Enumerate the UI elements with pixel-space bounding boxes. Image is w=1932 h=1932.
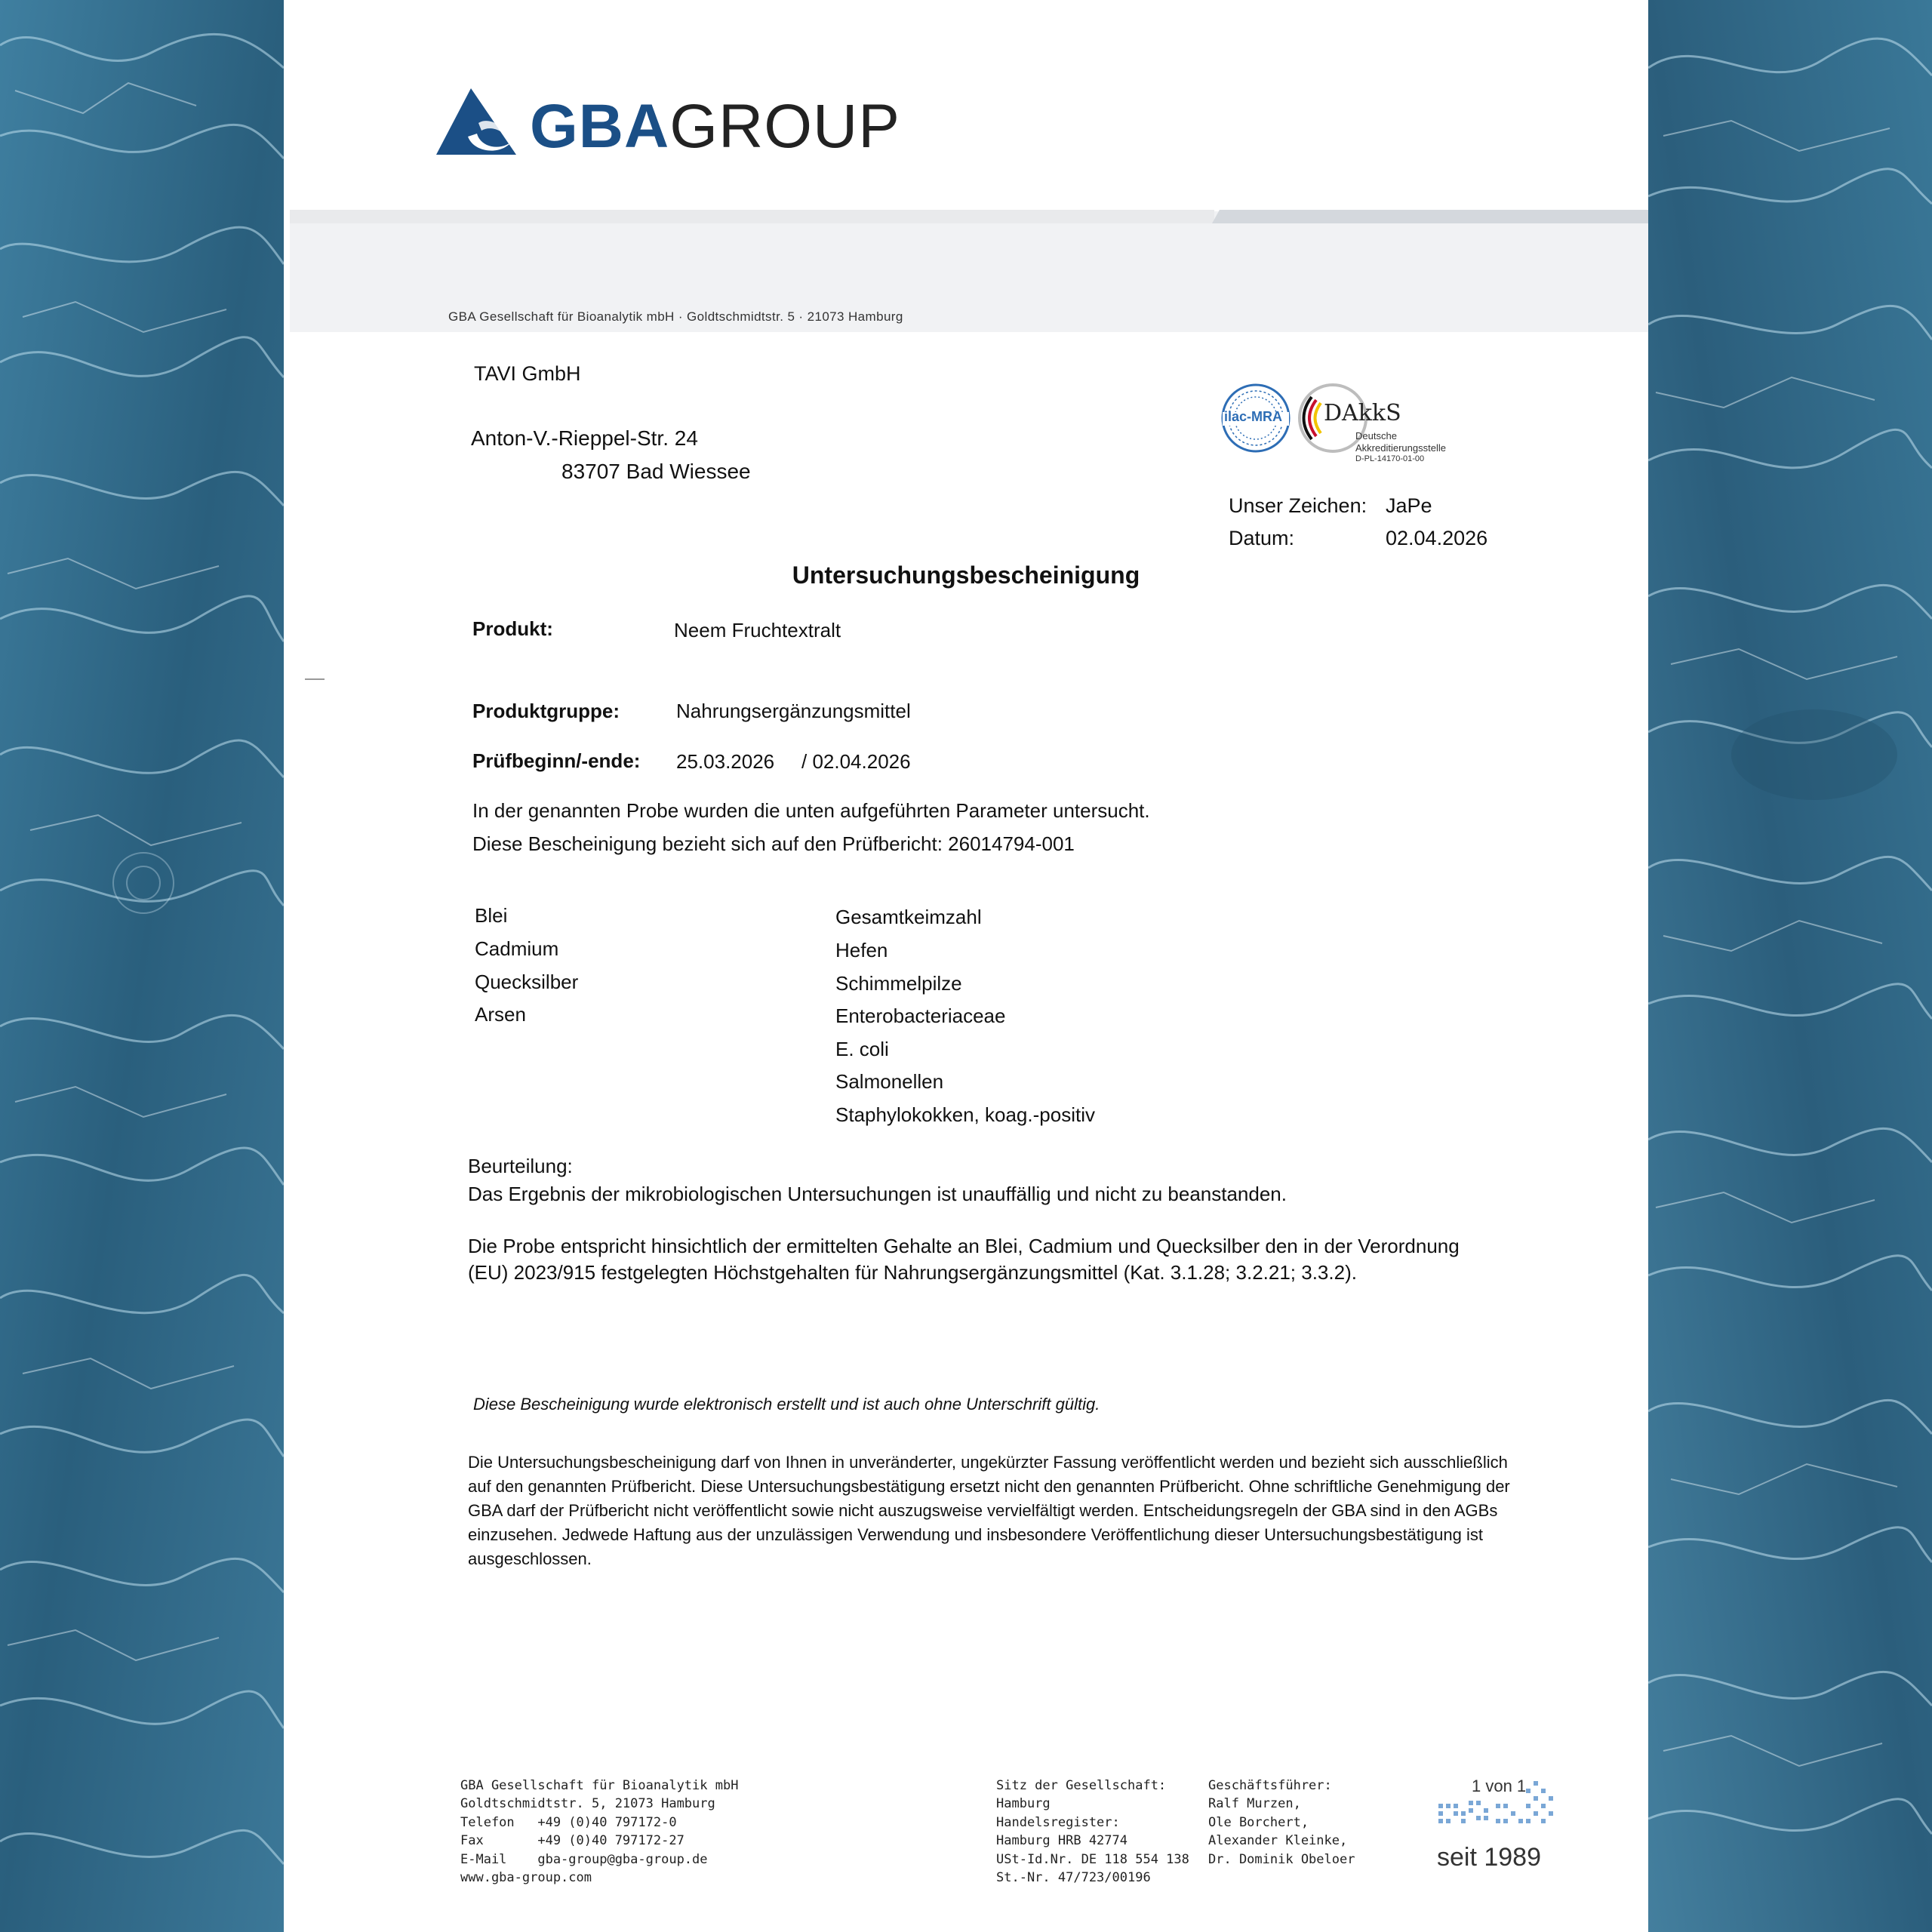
zeichen-label: Unser Zeichen: [1229, 494, 1367, 517]
datum-label: Datum: [1229, 527, 1295, 549]
header-stripe [290, 210, 1648, 223]
assessment-paragraph-2: Die Probe entspricht hinsichtlich der ermittelten Gehalte an Blei, Cadmium und Quecksilber den in der Verordnung (EU) 2023/915 festgelegten Höchstgehalten für Nahrungsergänzungsmittel (Kat. 3.1.28; 3.2.21; 3.3.2). [468, 1235, 1460, 1284]
recipient-city: 83707 Bad Wiessee [561, 460, 751, 483]
gba-logo-icon [435, 87, 525, 159]
recipient-name: TAVI GmbH [474, 362, 581, 385]
page-title: Untersuchungsbescheinigung [792, 561, 1140, 589]
footer-registry: Sitz der Gesellschaft: Hamburg Handelsregister: Hamburg HRB 42774 USt-Id.Nr. DE 118 554 138 St.-Nr. 47/723/00196 [996, 1778, 1189, 1886]
fold-mark [305, 678, 325, 680]
produkt-label: Produkt: [472, 617, 553, 640]
anniversary-text: seit 1989 [1437, 1843, 1541, 1872]
parameter-right-item: Gesamtkeimzahl [835, 906, 982, 928]
parameter-left-item: Cadmium [475, 937, 559, 960]
dakks-name: DAkkS [1324, 400, 1401, 426]
footer-management: Geschäftsführer: Ralf Murzen, Ole Borchert, Alexander Kleinke, Dr. Dominik Obeloer [1208, 1778, 1355, 1867]
logo-group-text: GROUP [669, 92, 900, 161]
parameter-right-item: Hefen [835, 939, 888, 961]
pruefzeitraum-label: Prüfbeginn/-ende: [472, 749, 641, 772]
assessment-line-1: Das Ergebnis der mikrobiologischen Untersuchungen ist unauffällig und nicht zu beanstanden. [468, 1183, 1287, 1205]
intro-line-1: In der genannten Probe wurden die unten aufgeführten Parameter untersucht. [472, 799, 1150, 822]
electronic-note: Diese Bescheinigung wurde elektronisch erstellt und ist auch ohne Unterschrift gültig. [473, 1395, 1100, 1414]
parameter-right-item: Staphylokokken, koag.-positiv [835, 1103, 1095, 1126]
footer-company: GBA Gesellschaft für Bioanalytik mbH Goldtschmidtstr. 5, 21073 Hamburg Telefon +49 (0)40 797172-0 Fax +49 (0)40 797172-27 E-Mail gba-group@gba-group.de www.gba-group.com [460, 1778, 739, 1886]
zeichen-value: JaPe [1386, 494, 1432, 517]
disclaimer: Die Untersuchungsbescheinigung darf von Ihnen in unveränderter, ungekürzter Fassung veröffentlicht werden und bezieht sich ausschließlich auf den genannten Prüfbericht. Diese Untersuchungsbestätigung ersetzt nicht den genannten Prüfbericht. Ohne schriftliche Genehmigung der GBA darf der Prüfbericht nicht veröffentlicht sowie nicht auszugsweise vervielfältigt werden. Entscheidungsregeln der GBA sind in den AGBs einzusehen. Jedwede Haftung aus der unzulässigen Verwendung und insbesondere Veröffentlichung dieser Untersuchungsbestätigung ist ausgeschlossen. [468, 1453, 1510, 1568]
gba-group-logo [435, 87, 918, 162]
pruefende-value: / 02.04.2026 [801, 750, 911, 773]
datum-value: 02.04.2026 [1386, 527, 1488, 549]
pruefbeginn-value: 25.03.2026 [676, 750, 775, 773]
recipient-street: Anton-V.-Rieppel-Str. 24 [471, 426, 698, 450]
water-background-right [1648, 0, 1932, 1932]
produkt-value: Neem Fruchtextralt [674, 619, 841, 641]
parameter-right-item: E. coli [835, 1038, 889, 1060]
parameter-left-item: Arsen [475, 1003, 526, 1026]
gba-logo-wordmark [530, 93, 900, 161]
dakks-line1: Deutsche [1355, 430, 1397, 441]
page-indicator: 1 von 1 [1472, 1777, 1527, 1795]
accreditation-logos [1218, 377, 1490, 468]
parameter-right-item: Salmonellen [835, 1070, 944, 1093]
dakks-line2: Akkreditierungsstelle [1355, 442, 1446, 454]
sender-line: GBA Gesellschaft für Bioanalytik mbH · Goldtschmidtstr. 5 · 21073 Hamburg [448, 309, 903, 324]
produktgruppe-label: Produktgruppe: [472, 700, 620, 722]
parameter-right-item: Enterobacteriaceae [835, 1004, 1006, 1027]
dakks-id: D-PL-14170-01-00 [1355, 454, 1425, 463]
intro-line-2: Diese Bescheinigung bezieht sich auf den Prüfbericht: 26014794-001 [472, 832, 1075, 855]
parameter-left-item: Blei [475, 904, 508, 927]
certificate-page [284, 0, 1648, 1932]
produktgruppe-value: Nahrungsergänzungsmittel [676, 700, 911, 722]
parameter-right-item: Schimmelpilze [835, 972, 962, 995]
logo-gba-text: GBA [530, 92, 670, 161]
parameter-left-item: Quecksilber [475, 971, 579, 993]
ilac-mra-text: ilac-MRA [1224, 409, 1283, 424]
assessment-label: Beurteilung: [468, 1155, 573, 1177]
water-background-left [0, 0, 284, 1932]
